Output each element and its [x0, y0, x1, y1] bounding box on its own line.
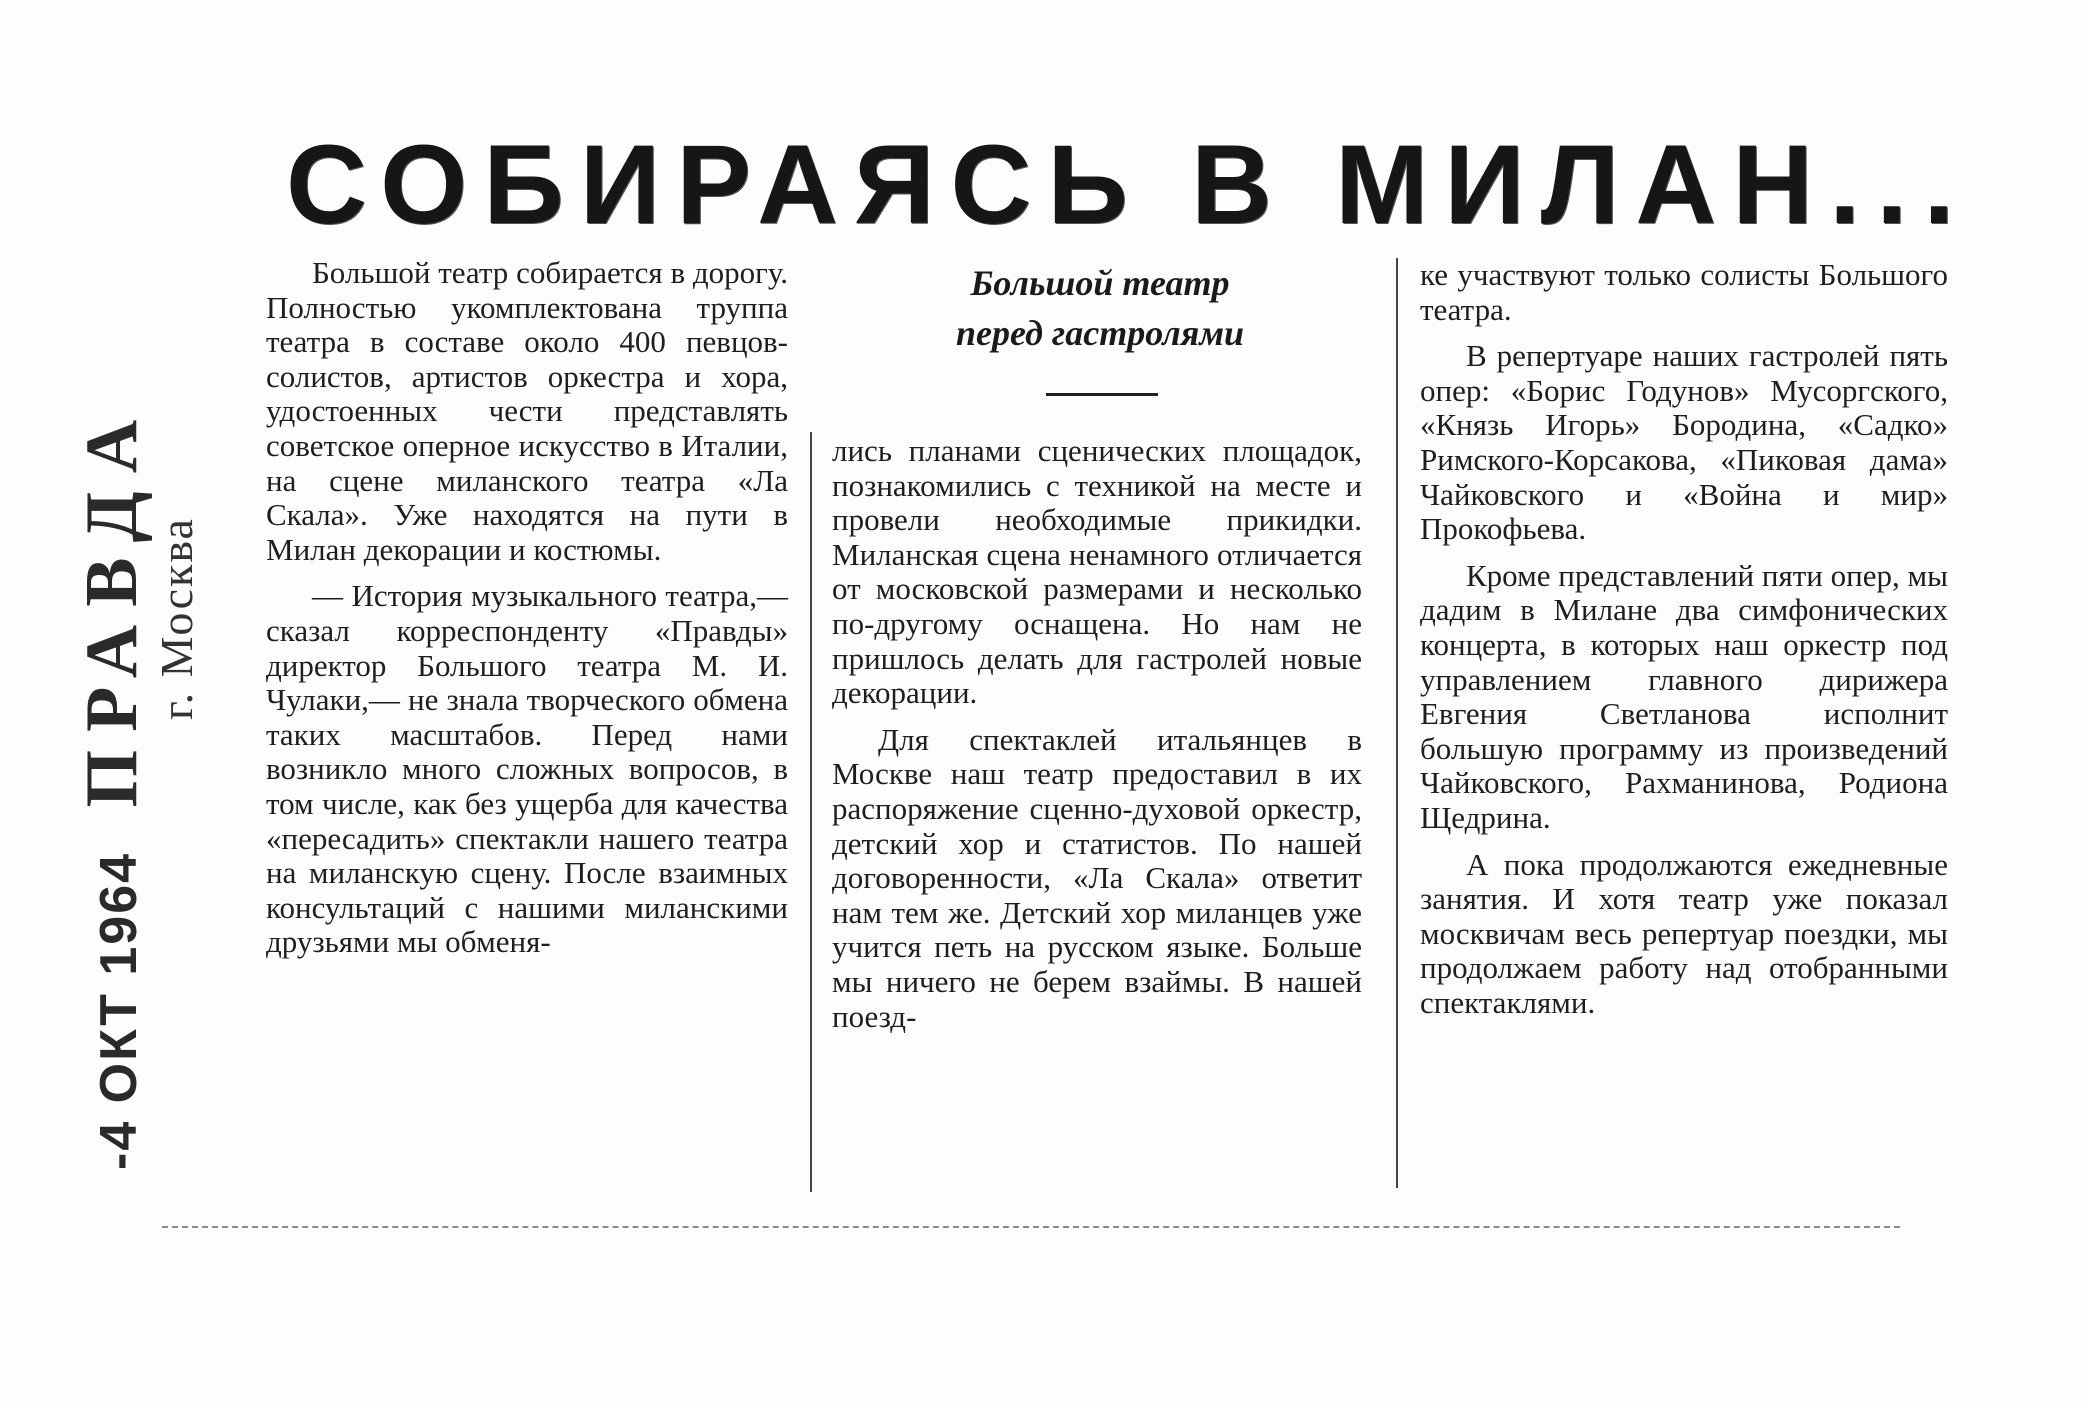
article-column-2	[832, 434, 1362, 1046]
subheadline-rule	[1046, 393, 1158, 396]
paragraph: Для спектаклей итальянцев в Москве наш театр предоставил в их распоряжение сценно-духовой оркестр, детский хор и статистов. По нашей договоренности, «Ла Скала» ответит нам тем же. Детский хор миланцев уже учится петь на русском языке. Больше мы ничего не берем взаймы. В нашей поезд-	[832, 721, 1362, 1034]
subheadline	[880, 258, 1320, 358]
date-stamp	[70, 402, 155, 1170]
column-divider	[1396, 258, 1398, 1188]
paragraph: Кроме представлений пяти опер, мы дадим в Милане два симфонических концерта, в которых наш оркестр под управлением главного дирижера Евгения Светланова исполнит большую программу из произведений Чайковского, Рахманинова, Родиона Щедрина.	[1420, 557, 1948, 835]
subheadline-line-2: перед гастролями	[955, 313, 1245, 353]
paragraph: В репертуаре наших гастролей пять опер: «Борис Годунов» Мусоргского, «Князь Игорь» Бородина, «Садко» Римского-Корсакова, «Пиковая дама» Чайковского и «Война и мир» Прокофьева.	[1420, 338, 1948, 547]
article-column-1	[266, 256, 788, 972]
subheadline-line-1: Большой театр	[970, 263, 1230, 303]
stamp-paper-name: ПРАВДА	[71, 401, 153, 808]
paragraph: — История музыкального театра,— сказал корреспонденту «Правды» директор Большого театра М. И. Чулаки,— не знала творческого обмена таких масштабов. Перед нами возникло много сложных вопросов, в том числе, как без ущерба для качества «пересадить» спектакли нашего театра на миланскую сцену. После взаимных консультаций с нашими миланскими друзьями мы обменя-	[266, 578, 788, 960]
paragraph: ке участвуют только солисты Большого театра.	[1420, 257, 1948, 327]
stamp-date: -4 ОКТ 1964	[90, 851, 148, 1170]
paragraph: лись планами сценических площадок, познакомились с техникой на месте и провели необходимые прикидки. Миланская сцена ненамного отличается от московской размерами и несколько по-другому оснащена. Но нам не пришлось делать для гастролей новые декорации.	[832, 433, 1362, 711]
paragraph: А пока продолжаются ежедневные занятия. И хотя театр уже показал москвичам весь репертуар поездки, мы продолжаем работу над отобранными спектаклями.	[1420, 846, 1948, 1020]
article-column-3	[1420, 258, 1948, 1032]
paragraph: Большой театр собирается в дорогу. Полностью укомплектована труппа театра в составе около 400 певцов-солистов, артистов оркестра и хора, удостоенных чести представлять советское оперное искусство в Италии, на сцене миланского театра «Ла Скала». Уже находятся на пути в Милан декорации и костюмы.	[266, 255, 788, 567]
headline: СОБИРАЯСЬ В МИЛАН...	[286, 122, 1971, 247]
column-divider	[810, 432, 812, 1192]
stamp-city: г. Москва	[151, 517, 202, 720]
clipping-cut-line	[162, 1226, 1900, 1228]
